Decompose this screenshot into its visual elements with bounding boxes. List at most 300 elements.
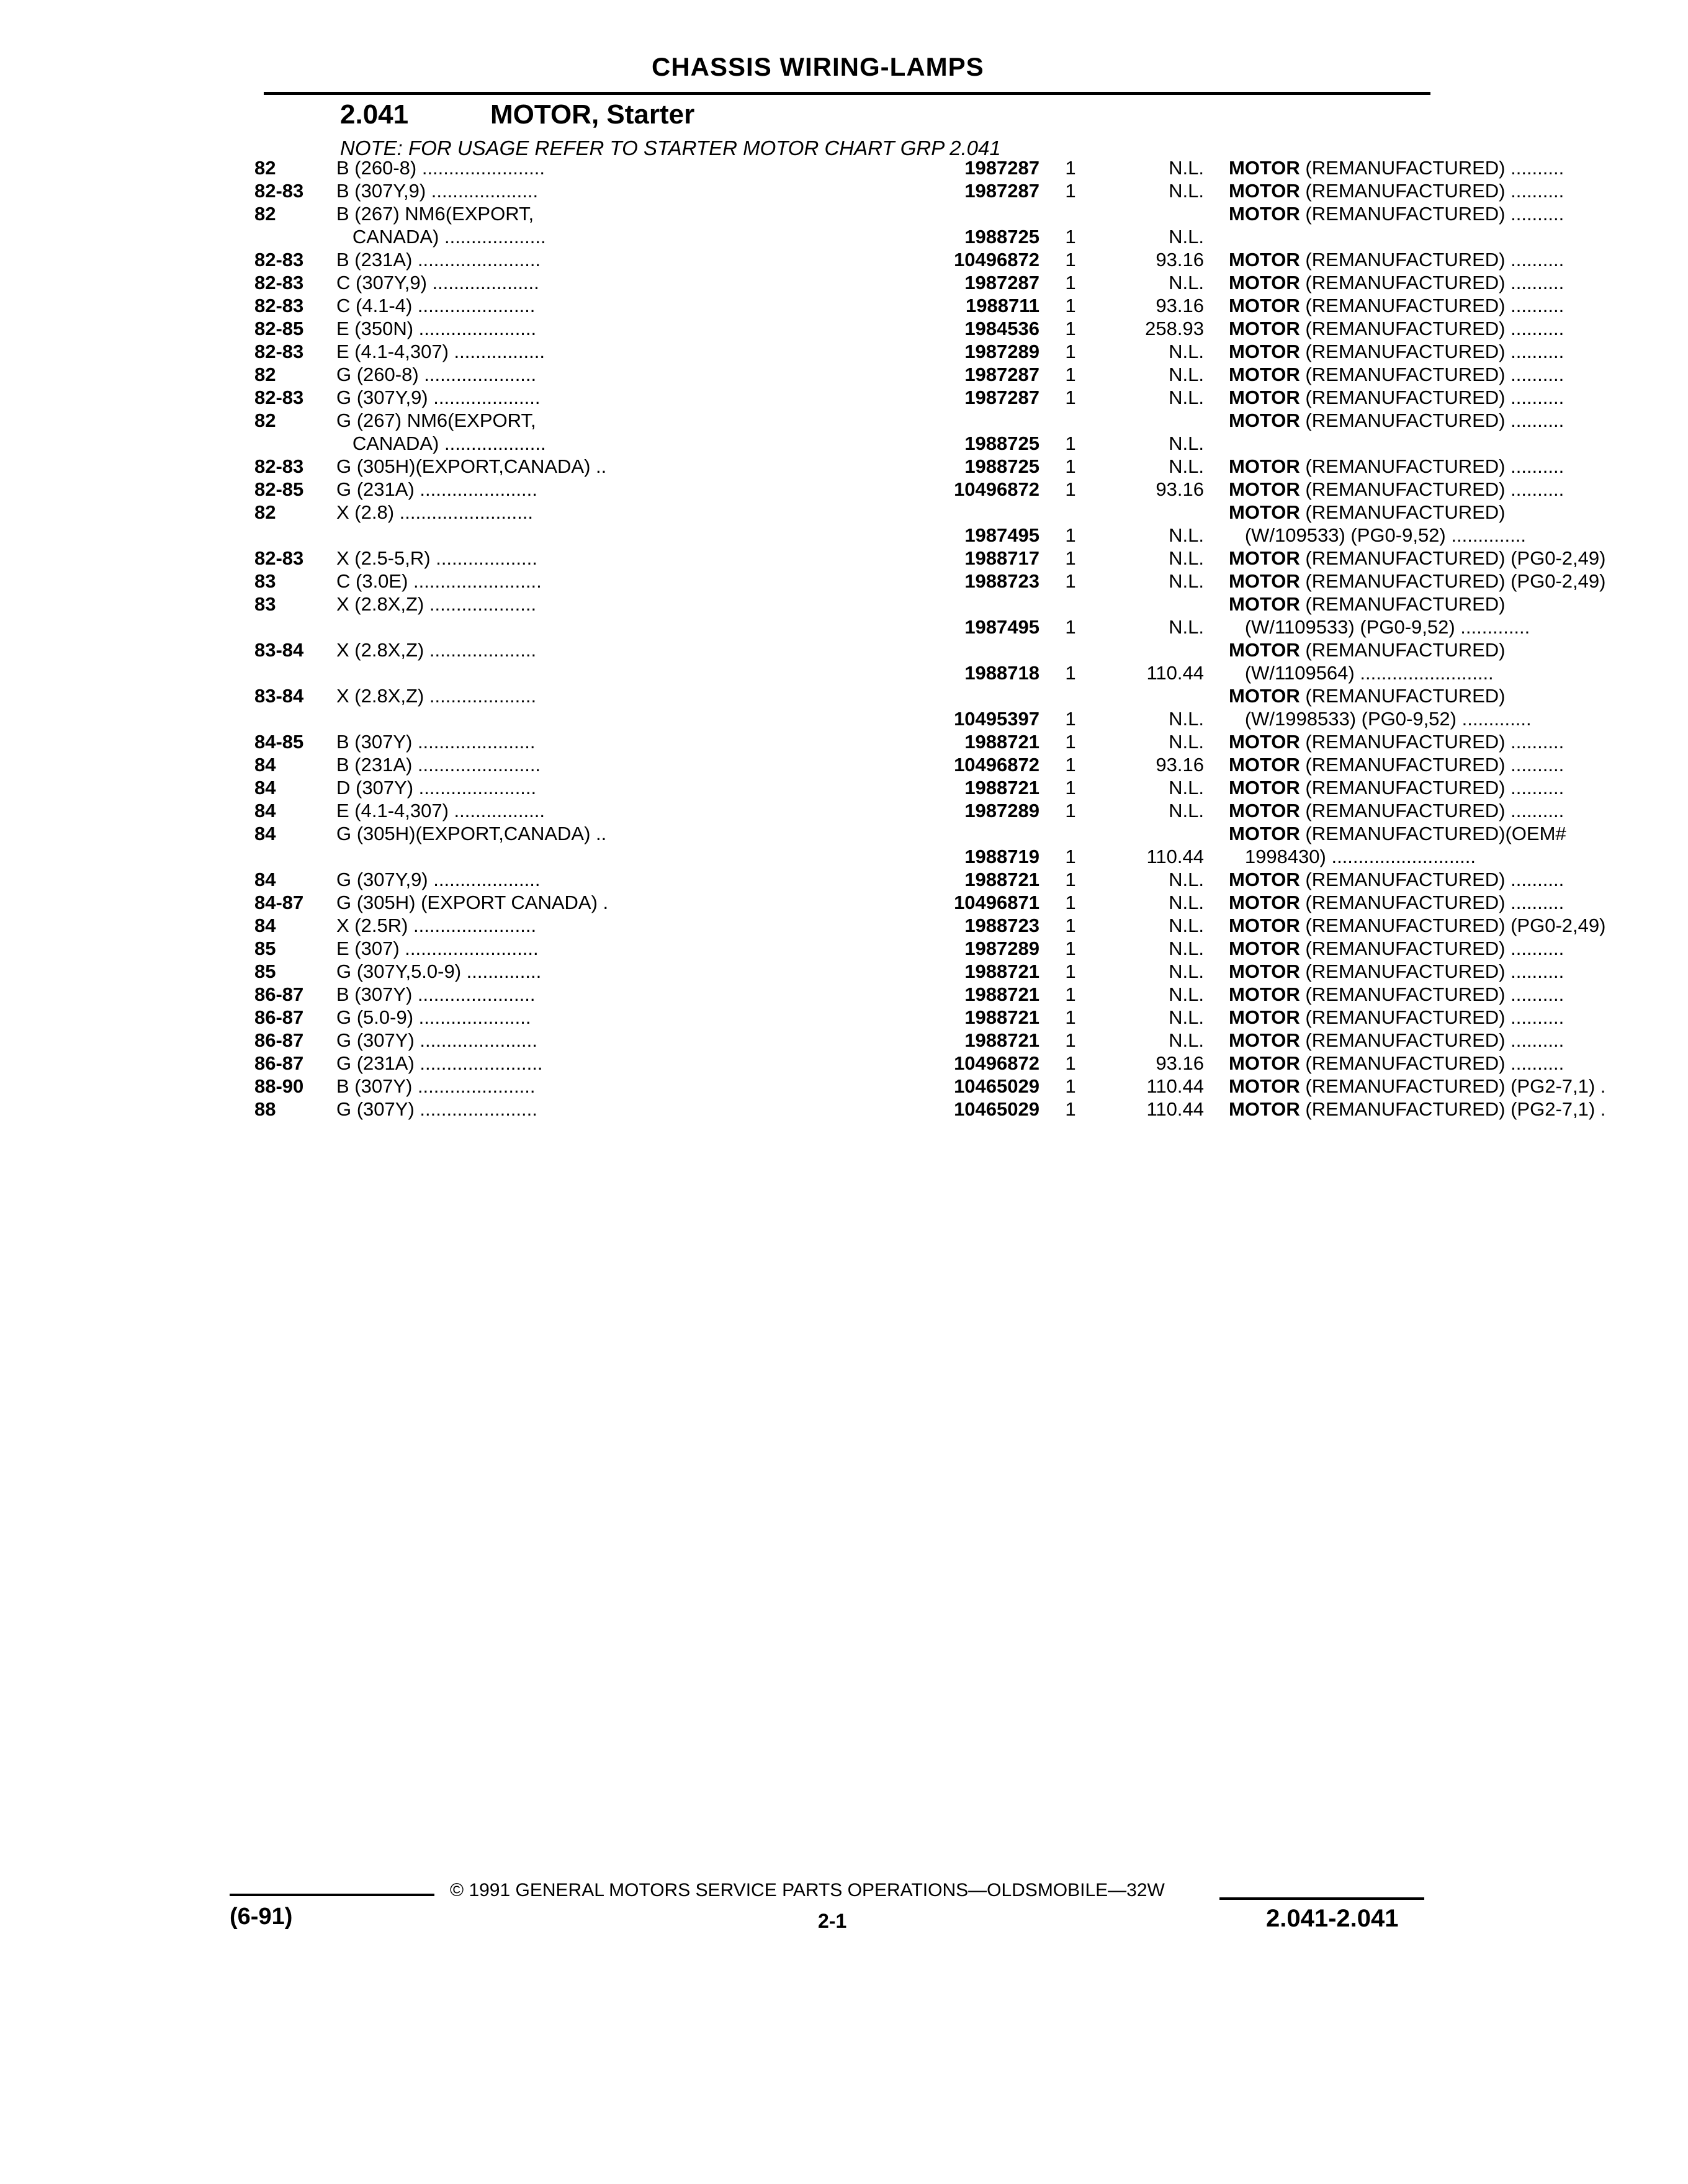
description-cell xyxy=(1229,363,1688,386)
part-number-cell: 10495397 xyxy=(954,708,1039,730)
description-cell xyxy=(1229,983,1688,1006)
description-keyword: MOTOR xyxy=(1229,800,1300,821)
description-keyword: MOTOR xyxy=(1229,731,1300,753)
description-text: (REMANUFACTURED) .......... xyxy=(1300,1029,1565,1051)
price-cell: N.L. xyxy=(1169,524,1204,546)
description-text: (REMANUFACTURED) .......... xyxy=(1300,341,1565,362)
description-cell xyxy=(1229,776,1688,799)
quantity-cell: 1 xyxy=(1065,754,1076,776)
table-row xyxy=(248,1029,1565,1052)
table-row xyxy=(248,478,1565,501)
description-cell xyxy=(1229,1075,1688,1098)
table-row xyxy=(248,340,1565,363)
price-cell: N.L. xyxy=(1169,731,1204,753)
description-text: (REMANUFACTURED) .......... xyxy=(1300,203,1565,225)
year-cell: 84-85 xyxy=(254,731,304,753)
year-cell: 82-85 xyxy=(254,478,304,500)
parts-table xyxy=(248,156,1606,1121)
model-cell: B (260-8) ....................... xyxy=(336,157,545,179)
price-cell: N.L. xyxy=(1169,341,1204,362)
description-keyword: MOTOR xyxy=(1229,478,1300,500)
part-number-cell: 1987289 xyxy=(964,341,1039,362)
model-cell: G (305H)(EXPORT,CANADA) .. xyxy=(336,823,607,844)
quantity-cell: 1 xyxy=(1065,616,1076,638)
quantity-cell: 1 xyxy=(1065,180,1076,202)
model-cell: G (305H)(EXPORT,CANADA) .. xyxy=(336,455,607,477)
price-cell: 110.44 xyxy=(1146,662,1204,684)
description-keyword: MOTOR xyxy=(1229,272,1300,293)
part-number-cell: 1988725 xyxy=(964,432,1039,454)
header-rule xyxy=(264,92,1430,95)
description-text: (REMANUFACTURED) .......... xyxy=(1300,364,1565,385)
table-row xyxy=(248,753,1565,776)
year-cell: 85 xyxy=(254,960,276,982)
year-cell: 82 xyxy=(254,157,276,179)
section-note: NOTE: FOR USAGE REFER TO STARTER MOTOR CHART GRP 2.041 xyxy=(340,136,1001,159)
quantity-cell: 1 xyxy=(1065,478,1076,500)
description-cell xyxy=(1229,1098,1688,1121)
description-cell xyxy=(1229,937,1688,960)
part-number-cell: 1987287 xyxy=(964,364,1039,385)
footer-copyright: © 1991 GENERAL MOTORS SERVICE PARTS OPERATIONS—OLDSMOBILE—32W xyxy=(450,1880,1165,1900)
description-text: (REMANUFACTURED) (W/1109564) ......................... xyxy=(1244,639,1506,684)
description-text: (REMANUFACTURED) (PG0-2,49) xyxy=(1300,915,1606,936)
table-row xyxy=(248,547,1606,570)
description-cell xyxy=(1229,340,1688,363)
description-cell xyxy=(1229,822,1688,868)
year-cell: 83-84 xyxy=(254,685,304,707)
year-cell: 82-83 xyxy=(254,341,304,362)
model-cell: G (305H) (EXPORT CANADA) . xyxy=(336,892,609,913)
description-text: (REMANUFACTURED) .......... xyxy=(1300,318,1565,339)
price-cell: N.L. xyxy=(1169,226,1204,248)
table-row xyxy=(248,776,1565,799)
table-row xyxy=(248,409,1565,455)
price-cell: N.L. xyxy=(1169,708,1204,730)
description-keyword: MOTOR xyxy=(1229,960,1300,982)
year-cell: 82 xyxy=(254,501,276,523)
description-cell xyxy=(1229,179,1688,202)
description-cell xyxy=(1229,202,1688,225)
description-keyword: MOTOR xyxy=(1229,455,1300,477)
description-keyword: MOTOR xyxy=(1229,180,1300,202)
description-cell xyxy=(1229,1052,1688,1075)
table-row xyxy=(248,960,1565,983)
quantity-cell: 1 xyxy=(1065,157,1076,179)
quantity-cell: 1 xyxy=(1065,1052,1076,1074)
description-keyword: MOTOR xyxy=(1229,295,1300,316)
quantity-cell: 1 xyxy=(1065,800,1076,821)
description-text: (REMANUFACTURED) .......... xyxy=(1300,410,1565,431)
table-row xyxy=(248,248,1565,271)
description-keyword: MOTOR xyxy=(1229,983,1300,1005)
description-keyword: MOTOR xyxy=(1229,754,1300,776)
description-text: (REMANUFACTURED) .......... xyxy=(1300,938,1565,959)
model-cell: G (231A) ...................... xyxy=(336,478,537,500)
model-cell: G (307Y,5.0-9) .............. xyxy=(336,960,542,982)
description-cell xyxy=(1229,248,1688,271)
price-cell: 93.16 xyxy=(1156,1052,1204,1074)
table-row xyxy=(248,271,1565,294)
description-cell xyxy=(1229,960,1688,983)
price-cell: 258.93 xyxy=(1145,318,1204,339)
quantity-cell: 1 xyxy=(1065,960,1076,982)
quantity-cell: 1 xyxy=(1065,1075,1076,1097)
price-cell: N.L. xyxy=(1169,915,1204,936)
part-number-cell: 10465029 xyxy=(954,1075,1039,1097)
model-cell: C (307Y,9) .................... xyxy=(336,272,539,293)
description-text: (REMANUFACTURED) .......... xyxy=(1300,800,1565,821)
price-cell: N.L. xyxy=(1169,983,1204,1005)
price-cell: N.L. xyxy=(1169,455,1204,477)
price-cell: N.L. xyxy=(1169,616,1204,638)
price-cell: N.L. xyxy=(1169,180,1204,202)
description-keyword: MOTOR xyxy=(1229,501,1300,523)
description-text: (REMANUFACTURED) .......... xyxy=(1300,777,1565,799)
description-cell xyxy=(1229,638,1688,684)
description-text: (REMANUFACTURED) .......... xyxy=(1300,754,1565,776)
quantity-cell: 1 xyxy=(1065,570,1076,592)
table-row xyxy=(248,1006,1565,1029)
model-cell: G (5.0-9) ..................... xyxy=(336,1006,531,1028)
quantity-cell: 1 xyxy=(1065,364,1076,385)
year-cell: 85 xyxy=(254,938,276,959)
model-cell: G (307Y,9) .................... xyxy=(336,869,541,890)
description-cell xyxy=(1229,478,1688,501)
part-number-cell: 1988723 xyxy=(964,915,1039,936)
year-cell: 82 xyxy=(254,410,276,431)
part-number-cell: 1988721 xyxy=(964,960,1039,982)
price-cell: N.L. xyxy=(1169,570,1204,592)
table-row xyxy=(248,1052,1565,1075)
description-keyword: MOTOR xyxy=(1229,341,1300,362)
description-text: (REMANUFACTURED) .......... xyxy=(1300,272,1565,293)
description-cell xyxy=(1229,294,1688,317)
table-row xyxy=(248,914,1606,937)
part-number-cell: 1988721 xyxy=(964,731,1039,753)
model-cell: B (307Y) ...................... xyxy=(336,983,536,1005)
description-text: (REMANUFACTURED) .......... xyxy=(1300,731,1565,753)
model-cell: G (307Y) ...................... xyxy=(336,1098,537,1120)
quantity-cell: 1 xyxy=(1065,869,1076,890)
model-cell: B (307Y,9) .................... xyxy=(336,180,539,202)
year-cell: 88-90 xyxy=(254,1075,304,1097)
model-cell: B (307Y) ...................... xyxy=(336,731,536,753)
description-cell xyxy=(1229,570,1688,593)
year-cell: 82-83 xyxy=(254,547,304,569)
year-cell: 88 xyxy=(254,1098,276,1120)
part-number-cell: 1987495 xyxy=(964,524,1039,546)
description-text: (REMANUFACTURED) .......... xyxy=(1300,983,1565,1005)
description-text: (REMANUFACTURED) (W/1998533) (PG0-9,52) ............. xyxy=(1244,685,1532,730)
footer-section-range: 2.041-2.041 xyxy=(1266,1905,1399,1932)
description-keyword: MOTOR xyxy=(1229,1029,1300,1051)
part-number-cell: 1987495 xyxy=(964,616,1039,638)
model-cell: X (2.8X,Z) .................... xyxy=(336,685,537,707)
year-cell: 84 xyxy=(254,800,276,821)
quantity-cell: 1 xyxy=(1065,938,1076,959)
price-cell: N.L. xyxy=(1169,960,1204,982)
quantity-cell: 1 xyxy=(1065,455,1076,477)
description-cell xyxy=(1229,868,1688,891)
table-row xyxy=(248,501,1526,547)
table-row xyxy=(248,891,1565,914)
model-cell: X (2.5R) ....................... xyxy=(336,915,537,936)
price-cell: N.L. xyxy=(1169,272,1204,293)
description-keyword: MOTOR xyxy=(1229,915,1300,936)
model-cell: G (260-8) ..................... xyxy=(336,364,537,385)
description-text: (REMANUFACTURED) .......... xyxy=(1300,869,1565,890)
price-cell: N.L. xyxy=(1169,777,1204,799)
price-cell: N.L. xyxy=(1169,1029,1204,1051)
description-keyword: MOTOR xyxy=(1229,1006,1300,1028)
price-cell: 110.44 xyxy=(1146,1075,1204,1097)
description-text: (REMANUFACTURED) (W/109533) (PG0-9,52) .............. xyxy=(1244,501,1526,546)
description-text: (REMANUFACTURED) (W/1109533) (PG0-9,52) ............. xyxy=(1244,593,1530,638)
description-keyword: MOTOR xyxy=(1229,570,1300,592)
table-row xyxy=(248,983,1565,1006)
part-number-cell: 1988721 xyxy=(964,1006,1039,1028)
part-number-cell: 1988725 xyxy=(964,455,1039,477)
description-cell xyxy=(1229,753,1688,776)
description-cell xyxy=(1229,730,1688,753)
model-cell: C (3.0E) ........................ xyxy=(336,570,542,592)
year-cell: 84 xyxy=(254,754,276,776)
price-cell: N.L. xyxy=(1169,157,1204,179)
model-cell: X (2.5-5,R) ................... xyxy=(336,547,537,569)
quantity-cell: 1 xyxy=(1065,1098,1076,1120)
table-row xyxy=(248,799,1565,822)
table-row xyxy=(248,937,1565,960)
part-number-cell: 1988721 xyxy=(964,777,1039,799)
description-text: (REMANUFACTURED) .......... xyxy=(1300,1006,1565,1028)
year-cell: 82-83 xyxy=(254,180,304,202)
part-number-cell: 1987287 xyxy=(964,387,1039,408)
table-row xyxy=(248,202,1565,248)
year-cell: 84-87 xyxy=(254,892,304,913)
part-number-cell: 1988717 xyxy=(964,547,1039,569)
description-text: (REMANUFACTURED) .......... xyxy=(1300,960,1565,982)
part-number-cell: 1987287 xyxy=(964,180,1039,202)
description-text: (REMANUFACTURED) .......... xyxy=(1300,892,1565,913)
table-row xyxy=(248,730,1565,753)
part-number-cell: 10496871 xyxy=(954,892,1039,913)
quantity-cell: 1 xyxy=(1065,272,1076,293)
table-row xyxy=(248,1098,1606,1121)
description-cell xyxy=(1229,156,1688,179)
year-cell: 84 xyxy=(254,777,276,799)
quantity-cell: 1 xyxy=(1065,249,1076,271)
quantity-cell: 1 xyxy=(1065,524,1076,546)
year-cell: 82-83 xyxy=(254,249,304,271)
year-cell: 86-87 xyxy=(254,1006,304,1028)
quantity-cell: 1 xyxy=(1065,432,1076,454)
quantity-cell: 1 xyxy=(1065,777,1076,799)
footer-page-number: 2-1 xyxy=(818,1910,847,1932)
description-text: (REMANUFACTURED) .......... xyxy=(1300,478,1565,500)
part-number-cell: 1988725 xyxy=(964,226,1039,248)
price-cell: 93.16 xyxy=(1156,295,1204,316)
description-keyword: MOTOR xyxy=(1229,1075,1300,1097)
year-cell: 82 xyxy=(254,203,276,225)
model-cell: X (2.8X,Z) .................... xyxy=(336,593,537,615)
year-cell: 82-85 xyxy=(254,318,304,339)
table-row xyxy=(248,455,1565,478)
year-cell: 82-83 xyxy=(254,272,304,293)
table-row xyxy=(248,179,1565,202)
price-cell: N.L. xyxy=(1169,364,1204,385)
quantity-cell: 1 xyxy=(1065,341,1076,362)
price-cell: N.L. xyxy=(1169,869,1204,890)
description-keyword: MOTOR xyxy=(1229,685,1300,707)
year-cell: 86-87 xyxy=(254,1052,304,1074)
quantity-cell: 1 xyxy=(1065,226,1076,248)
year-cell: 83 xyxy=(254,570,276,592)
description-text: (REMANUFACTURED) .......... xyxy=(1300,1052,1565,1074)
part-number-cell: 10496872 xyxy=(954,249,1039,271)
quantity-cell: 1 xyxy=(1065,662,1076,684)
description-keyword: MOTOR xyxy=(1229,387,1300,408)
table-row xyxy=(248,386,1565,409)
part-number-cell: 1988721 xyxy=(964,869,1039,890)
description-cell xyxy=(1229,455,1688,478)
year-cell: 82 xyxy=(254,364,276,385)
quantity-cell: 1 xyxy=(1065,318,1076,339)
footer-rule-left xyxy=(230,1894,434,1896)
table-row xyxy=(248,156,1565,179)
year-cell: 83 xyxy=(254,593,276,615)
description-cell xyxy=(1229,409,1688,432)
year-cell: 86-87 xyxy=(254,1029,304,1051)
year-cell: 84 xyxy=(254,869,276,890)
description-text: (REMANUFACTURED) (PG0-2,49) xyxy=(1300,570,1606,592)
description-keyword: MOTOR xyxy=(1229,1098,1300,1120)
price-cell: N.L. xyxy=(1169,892,1204,913)
footer-date-code: (6-91) xyxy=(230,1904,293,1930)
description-keyword: MOTOR xyxy=(1229,318,1300,339)
year-cell: 84 xyxy=(254,823,276,844)
page-header-title: CHASSIS WIRING-LAMPS xyxy=(652,52,984,81)
price-cell: N.L. xyxy=(1169,387,1204,408)
description-text: (REMANUFACTURED) (PG2-7,1) . xyxy=(1300,1075,1606,1097)
part-number-cell: 1987289 xyxy=(964,938,1039,959)
table-row xyxy=(248,570,1606,593)
description-keyword: MOTOR xyxy=(1229,203,1300,225)
model-cell: G (307Y) ...................... xyxy=(336,1029,537,1051)
table-row xyxy=(248,593,1530,638)
year-cell: 82-83 xyxy=(254,295,304,316)
description-text: (REMANUFACTURED) .......... xyxy=(1300,455,1565,477)
part-number-cell: 10465029 xyxy=(954,1098,1039,1120)
quantity-cell: 1 xyxy=(1065,708,1076,730)
model-cell: B (231A) ....................... xyxy=(336,249,541,271)
description-keyword: MOTOR xyxy=(1229,869,1300,890)
description-keyword: MOTOR xyxy=(1229,639,1300,661)
description-cell xyxy=(1229,891,1688,914)
model-cell: E (350N) ...................... xyxy=(336,318,537,339)
part-number-cell: 1987289 xyxy=(964,800,1039,821)
price-cell: 110.44 xyxy=(1146,846,1204,867)
part-number-cell: 1988719 xyxy=(964,846,1039,867)
table-row xyxy=(248,868,1565,891)
model-cell: B (267) NM6(EXPORT, CANADA) ................... xyxy=(336,203,546,248)
price-cell: N.L. xyxy=(1169,1006,1204,1028)
section-title: MOTOR, Starter xyxy=(490,99,695,130)
price-cell: 93.16 xyxy=(1156,754,1204,776)
part-number-cell: 10496872 xyxy=(954,1052,1039,1074)
part-number-cell: 10496872 xyxy=(954,478,1039,500)
description-cell xyxy=(1229,684,1688,730)
part-number-cell: 1988721 xyxy=(964,983,1039,1005)
quantity-cell: 1 xyxy=(1065,915,1076,936)
part-number-cell: 1984536 xyxy=(964,318,1039,339)
model-cell: B (307Y) ...................... xyxy=(336,1075,536,1097)
description-cell xyxy=(1229,386,1688,409)
part-number-cell: 1988721 xyxy=(964,1029,1039,1051)
part-number-cell: 10496872 xyxy=(954,754,1039,776)
quantity-cell: 1 xyxy=(1065,295,1076,316)
model-cell: E (4.1-4,307) ................. xyxy=(336,800,545,821)
table-row xyxy=(248,317,1565,340)
description-text: (REMANUFACTURED) .......... xyxy=(1300,387,1565,408)
part-number-cell: 1988711 xyxy=(966,295,1039,316)
description-cell xyxy=(1229,1029,1688,1052)
description-text: (REMANUFACTURED) .......... xyxy=(1300,249,1565,271)
description-text: (REMANUFACTURED) .......... xyxy=(1300,157,1565,179)
price-cell: 93.16 xyxy=(1156,249,1204,271)
year-cell: 82-83 xyxy=(254,455,304,477)
description-text: (REMANUFACTURED)(OEM# 1998430) ........................... xyxy=(1244,823,1566,867)
description-cell xyxy=(1229,799,1688,822)
price-cell: N.L. xyxy=(1169,800,1204,821)
year-cell: 84 xyxy=(254,915,276,936)
quantity-cell: 1 xyxy=(1065,983,1076,1005)
model-cell: B (231A) ....................... xyxy=(336,754,541,776)
description-cell xyxy=(1229,317,1688,340)
section-number: 2.041 xyxy=(340,99,409,130)
part-number-cell: 1988723 xyxy=(964,570,1039,592)
description-keyword: MOTOR xyxy=(1229,938,1300,959)
year-cell: 82-83 xyxy=(254,387,304,408)
description-keyword: MOTOR xyxy=(1229,249,1300,271)
description-text: (REMANUFACTURED) .......... xyxy=(1300,180,1565,202)
quantity-cell: 1 xyxy=(1065,846,1076,867)
description-keyword: MOTOR xyxy=(1229,547,1300,569)
description-keyword: MOTOR xyxy=(1229,1052,1300,1074)
year-cell: 86-87 xyxy=(254,983,304,1005)
table-row xyxy=(248,822,1566,868)
description-cell xyxy=(1229,1006,1688,1029)
table-row xyxy=(248,684,1532,730)
description-keyword: MOTOR xyxy=(1229,157,1300,179)
quantity-cell: 1 xyxy=(1065,387,1076,408)
description-text: (REMANUFACTURED) (PG0-2,49) xyxy=(1300,547,1606,569)
description-keyword: MOTOR xyxy=(1229,364,1300,385)
model-cell: E (307) ......................... xyxy=(336,938,539,959)
part-number-cell: 1987287 xyxy=(964,157,1039,179)
description-keyword: MOTOR xyxy=(1229,823,1300,844)
description-text: (REMANUFACTURED) (PG2-7,1) . xyxy=(1300,1098,1606,1120)
description-cell xyxy=(1229,914,1688,937)
description-keyword: MOTOR xyxy=(1229,892,1300,913)
description-keyword: MOTOR xyxy=(1229,593,1300,615)
description-cell xyxy=(1229,547,1688,570)
table-row xyxy=(248,1075,1606,1098)
model-cell: G (267) NM6(EXPORT, CANADA) ................... xyxy=(336,410,546,454)
description-text: (REMANUFACTURED) .......... xyxy=(1300,295,1565,316)
description-keyword: MOTOR xyxy=(1229,410,1300,431)
quantity-cell: 1 xyxy=(1065,892,1076,913)
